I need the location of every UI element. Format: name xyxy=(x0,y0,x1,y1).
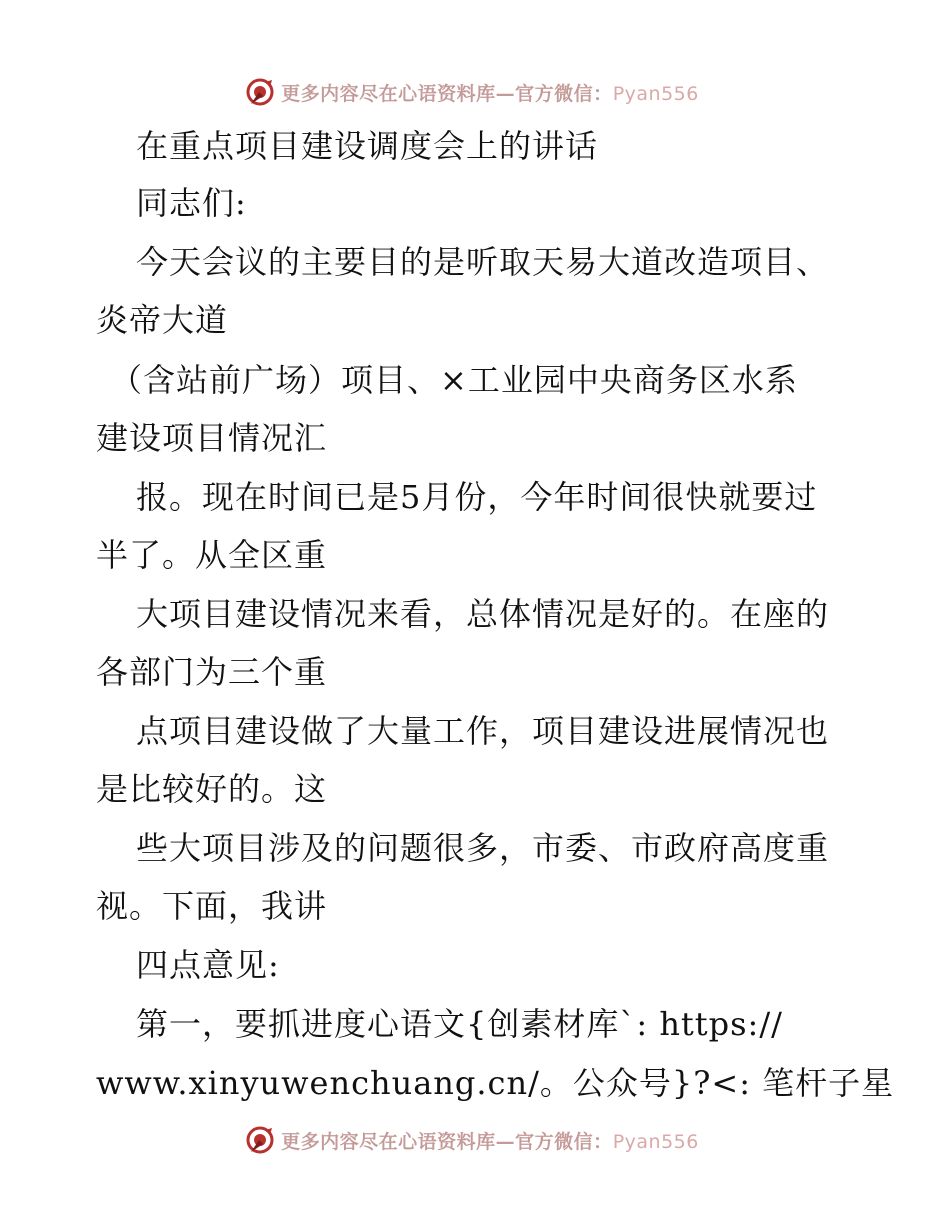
document-title: 在重点项目建设调度会上的讲话 xyxy=(136,127,599,165)
paragraph-line: 今天会议的主要目的是听取天易大道改造项目、 xyxy=(136,243,830,281)
banner-contact-label: 官方微信： xyxy=(515,82,613,105)
paragraph-line: 建设项目情况汇 xyxy=(96,419,328,457)
pen-logo-icon xyxy=(245,1125,275,1155)
banner-text: 更多内容尽在心语资料库— xyxy=(281,1130,516,1153)
banner-contact-label: 官方微信： xyxy=(515,1130,613,1153)
paragraph-line: 半了。从全区重 xyxy=(96,536,328,574)
paragraph-line: 大项目建设情况来看，总体情况是好的。在座的 xyxy=(136,595,830,633)
paragraph-line: www.xinyuwenchuang.cn/。公众号}?<: 笔杆子星 xyxy=(96,1064,895,1102)
footer-banner xyxy=(0,1120,950,1160)
paragraph-line: 第一，要抓进度心语文{创素材库`: https:// xyxy=(136,1005,783,1043)
paragraph-line: 视。下面，我讲 xyxy=(96,887,328,925)
paragraph-line: 报。现在时间已是5月份，今年时间很快就要过 xyxy=(136,478,818,516)
banner-contact-value: Pyan556 xyxy=(612,1130,699,1153)
paragraph-line: 点项目建设做了大量工作，项目建设进展情况也 xyxy=(136,712,830,750)
paragraph-line: 各部门为三个重 xyxy=(96,653,328,691)
paragraph-line: 炎帝大道 xyxy=(96,301,229,339)
paragraph-line: 是比较好的。这 xyxy=(96,770,328,808)
paragraph-line: （含站前广场）项目、×工业园中央商务区水系 xyxy=(110,361,798,399)
salutation: 同志们: xyxy=(136,184,247,222)
banner-text: 更多内容尽在心语资料库— xyxy=(281,82,516,105)
paragraph-line: 些大项目涉及的问题很多，市委、市政府高度重 xyxy=(136,829,830,867)
section-intro: 四点意见: xyxy=(136,946,280,984)
banner-contact-value: Pyan556 xyxy=(612,82,699,105)
